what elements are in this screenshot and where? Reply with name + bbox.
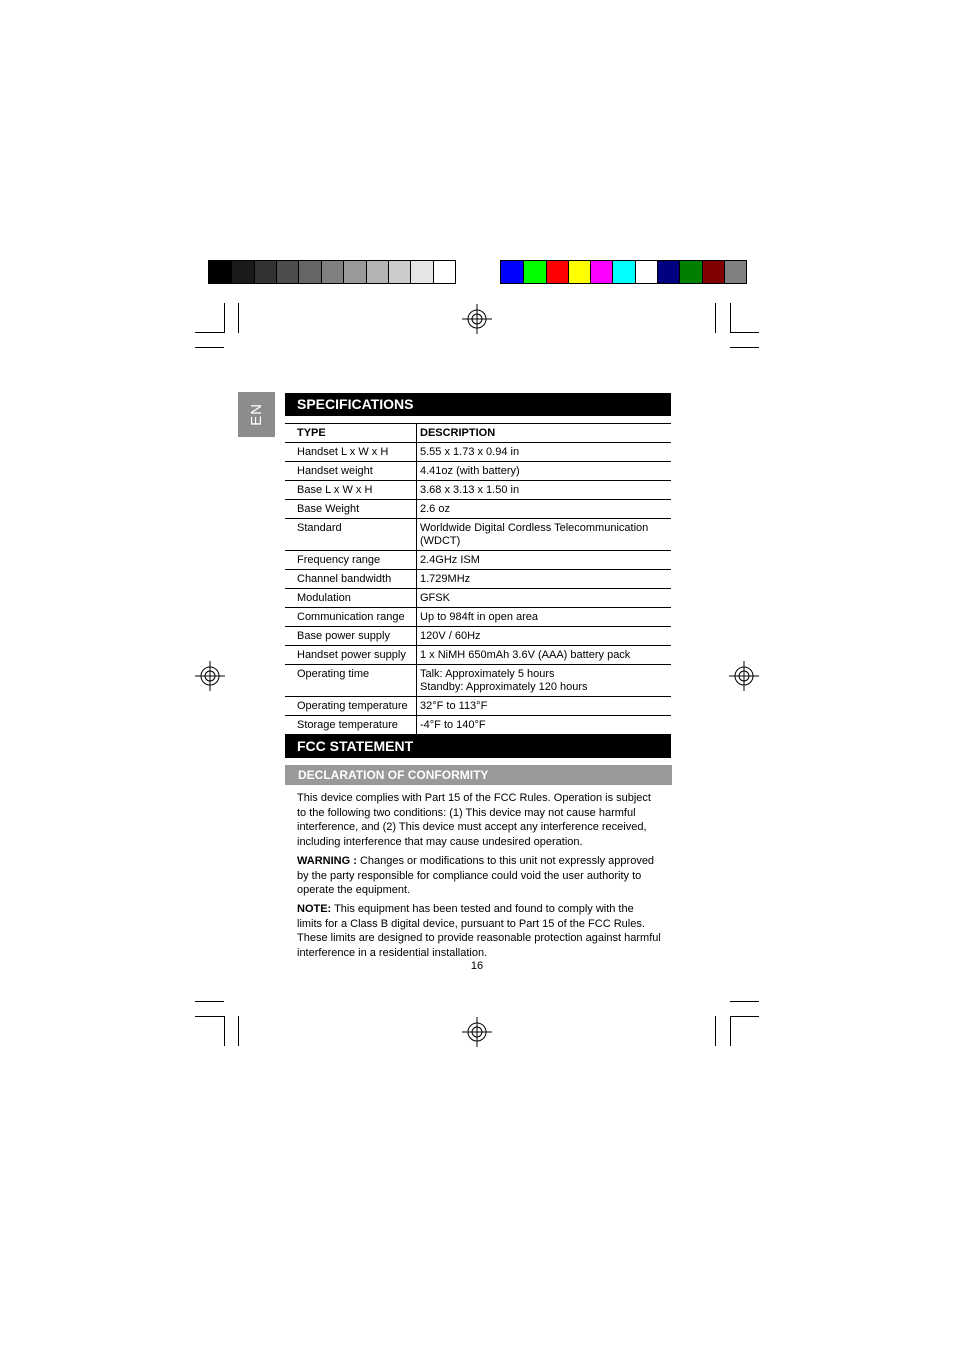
crop-mark bbox=[195, 332, 224, 333]
note-label: NOTE: bbox=[297, 903, 332, 915]
crop-mark bbox=[224, 1016, 225, 1046]
crop-mark bbox=[715, 1016, 716, 1046]
note-text: This equipment has been tested and found to comply with the limits for a Class B digital device, pursuant to Part 15 of the FCC Rules. These limits are designed to provide reasonable protection against harmful interference in a residential installation. bbox=[297, 903, 661, 959]
table-row bbox=[285, 462, 671, 481]
spec-description-cell: 4.41oz (with battery) bbox=[417, 462, 672, 481]
declaration-subheading: DECLARATION OF CONFORMITY bbox=[285, 765, 672, 785]
table-row bbox=[285, 697, 671, 716]
color-swatch bbox=[635, 261, 657, 283]
spec-description-cell: 2.4GHz ISM bbox=[417, 551, 672, 570]
spec-type-cell: Storage temperature bbox=[285, 716, 417, 735]
crop-mark bbox=[715, 303, 716, 333]
warning-label: WARNING : bbox=[297, 855, 357, 867]
table-row bbox=[285, 646, 671, 665]
color-swatch bbox=[366, 261, 388, 283]
registration-mark-icon bbox=[729, 661, 759, 691]
table-row bbox=[285, 500, 671, 519]
color-swatch bbox=[501, 261, 523, 283]
color-swatch bbox=[724, 261, 746, 283]
warning-text: Changes or modifications to this unit not expressly approved by the party responsible for compliance could void the user authority to operate the equipment. bbox=[297, 855, 655, 896]
spec-description-cell: 1.729MHz bbox=[417, 570, 672, 589]
color-swatch bbox=[590, 261, 612, 283]
spec-type-cell: Handset L x W x H bbox=[285, 443, 417, 462]
fcc-paragraph: This device complies with Part 15 of the FCC Rules. Operation is subject to the following two conditions: (1) This device may not cause harmful interference, and (2) This device must accept any interference received, including interference that may cause undesired operation. bbox=[297, 792, 651, 848]
spec-description-cell: 3.68 x 3.13 x 1.50 in bbox=[417, 481, 672, 500]
spec-type-cell: Base Weight bbox=[285, 500, 417, 519]
spec-description-cell: 1 x NiMH 650mAh 3.6V (AAA) battery pack bbox=[417, 646, 672, 665]
spec-description-cell: Talk: Approximately 5 hours Standby: Approximately 120 hours bbox=[417, 665, 672, 697]
spec-type-cell: Frequency range bbox=[285, 551, 417, 570]
registration-mark-icon bbox=[462, 1017, 492, 1047]
spec-type-cell: Handset weight bbox=[285, 462, 417, 481]
language-tab bbox=[238, 392, 275, 437]
spec-type-cell: Standard bbox=[285, 519, 417, 551]
color-swatch bbox=[523, 261, 545, 283]
registration-mark-icon bbox=[462, 304, 492, 334]
crop-mark bbox=[730, 332, 759, 333]
spec-description-cell: 5.55 x 1.73 x 0.94 in bbox=[417, 443, 672, 462]
crop-mark bbox=[730, 1016, 731, 1046]
crop-mark bbox=[730, 1016, 759, 1017]
spec-type-cell: Operating time bbox=[285, 665, 417, 697]
color-swatch bbox=[276, 261, 298, 283]
color-swatch bbox=[612, 261, 634, 283]
color-swatch bbox=[388, 261, 410, 283]
color-bar bbox=[500, 260, 747, 284]
note-paragraph bbox=[297, 902, 661, 960]
spec-description-cell: 32°F to 113°F bbox=[417, 697, 672, 716]
color-swatch bbox=[702, 261, 724, 283]
color-swatch bbox=[410, 261, 432, 283]
crop-mark bbox=[730, 347, 759, 348]
spec-type-cell: Operating temperature bbox=[285, 697, 417, 716]
crop-mark bbox=[238, 303, 239, 333]
table-row bbox=[285, 443, 671, 462]
color-swatch bbox=[254, 261, 276, 283]
table-row bbox=[285, 627, 671, 646]
spec-type-cell: Communication range bbox=[285, 608, 417, 627]
spec-type-cell: Base power supply bbox=[285, 627, 417, 646]
grayscale-bar bbox=[208, 260, 456, 284]
table-row bbox=[285, 716, 671, 735]
table-row bbox=[285, 519, 671, 551]
spec-description-cell: 120V / 60Hz bbox=[417, 627, 672, 646]
spec-description-cell: -4°F to 140°F bbox=[417, 716, 672, 735]
page-number: 16 bbox=[470, 960, 484, 972]
table-row bbox=[285, 481, 671, 500]
spec-type-cell: Base L x W x H bbox=[285, 481, 417, 500]
spec-description-cell: Up to 984ft in open area bbox=[417, 608, 672, 627]
color-swatch bbox=[343, 261, 365, 283]
color-swatch bbox=[231, 261, 253, 283]
specifications-table bbox=[285, 423, 671, 735]
specifications-heading: SPECIFICATIONS bbox=[285, 393, 671, 416]
registration-mark-icon bbox=[195, 661, 225, 691]
spec-type-cell: Channel bandwidth bbox=[285, 570, 417, 589]
color-swatch bbox=[298, 261, 320, 283]
spec-description-cell: Worldwide Digital Cordless Telecommunication (WDCT) bbox=[417, 519, 672, 551]
fcc-heading: FCC STATEMENT bbox=[285, 735, 671, 758]
crop-mark bbox=[195, 347, 224, 348]
color-swatch bbox=[679, 261, 701, 283]
crop-mark bbox=[195, 1016, 224, 1017]
crop-mark bbox=[195, 1001, 224, 1002]
table-row bbox=[285, 570, 671, 589]
table-header-row bbox=[285, 424, 671, 443]
table-row bbox=[285, 608, 671, 627]
crop-mark bbox=[238, 1016, 239, 1046]
color-swatch bbox=[657, 261, 679, 283]
spec-type-cell: Modulation bbox=[285, 589, 417, 608]
spec-description-cell: 2.6 oz bbox=[417, 500, 672, 519]
column-header-type: TYPE bbox=[285, 424, 417, 443]
table-row bbox=[285, 551, 671, 570]
warning-paragraph bbox=[297, 854, 661, 898]
color-swatch bbox=[568, 261, 590, 283]
spec-description-cell: GFSK bbox=[417, 589, 672, 608]
spec-type-cell: Handset power supply bbox=[285, 646, 417, 665]
color-swatch bbox=[321, 261, 343, 283]
crop-mark bbox=[730, 303, 731, 333]
table-row bbox=[285, 665, 671, 697]
color-swatch bbox=[433, 261, 455, 283]
crop-mark bbox=[224, 303, 225, 333]
column-header-description: DESCRIPTION bbox=[417, 424, 672, 443]
crop-mark bbox=[730, 1001, 759, 1002]
color-swatch bbox=[546, 261, 568, 283]
table-row bbox=[285, 589, 671, 608]
language-tab-label: EN bbox=[248, 403, 265, 426]
color-swatch bbox=[209, 261, 231, 283]
